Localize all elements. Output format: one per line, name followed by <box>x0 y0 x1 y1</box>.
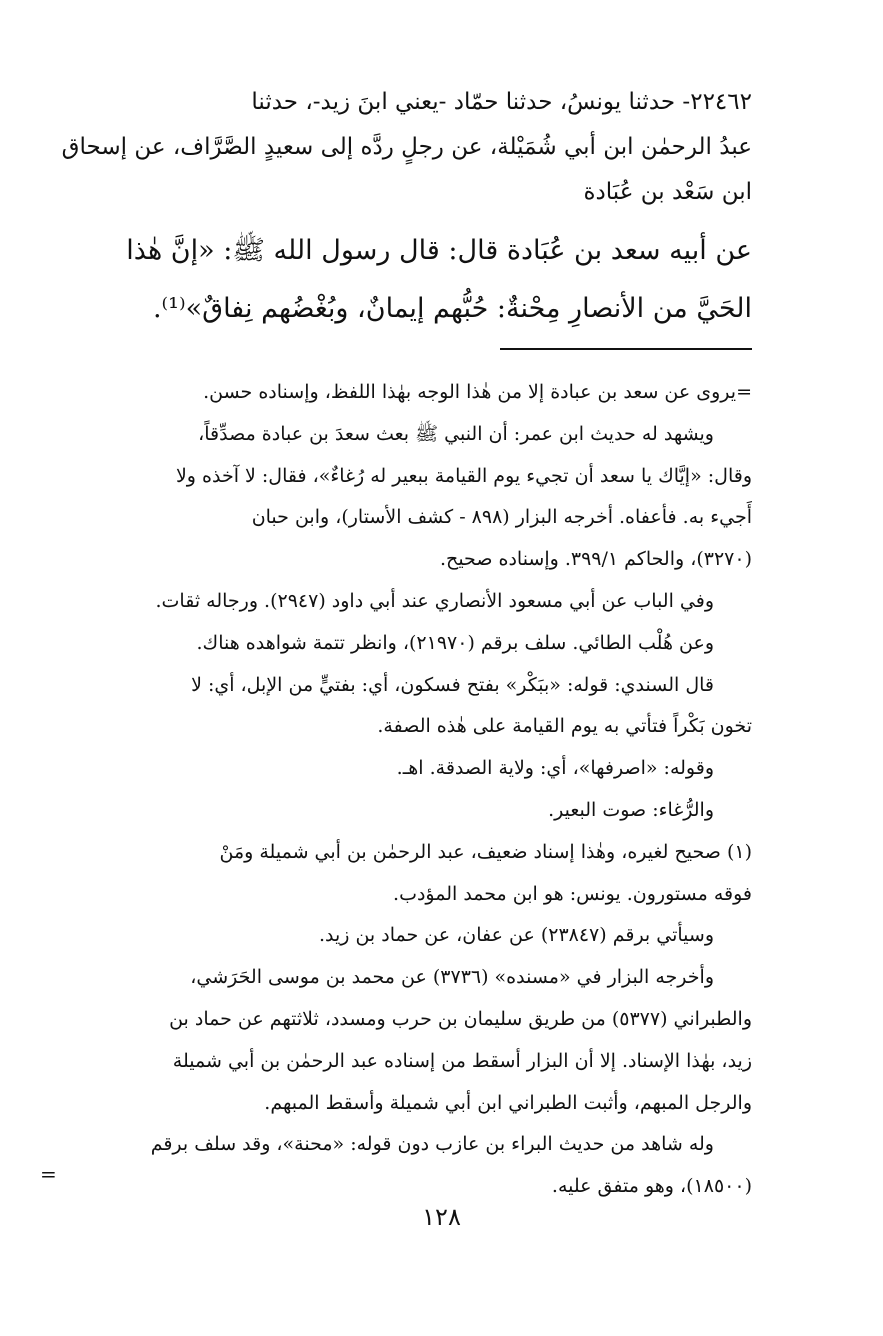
hadith-matn <box>52 222 752 338</box>
footnote-line: أَجيء به. فأعفاه. أخرجه البزار (٨٩٨ - كشف الأستار)، وابن حبان <box>251 506 752 529</box>
matn-line: عن أبيه سعد بن عُبَادة قال: قال رسول الله ﷺ: «إنَّ هٰذا <box>126 235 752 266</box>
footnote-line: قال السندي: قوله: «ببَكْر» بفتح فسكون، أي: بفتيٍّ من الإبل، أي: لا <box>191 673 714 696</box>
footnote-line: وأخرجه البزار في «مسنده» (٣٧٣٦) عن محمد بن موسى الحَرَشي، <box>190 966 714 989</box>
footnote-line: وسيأتي برقم (٢٣٨٤٧) عن عفان، عن حماد بن زيد. <box>318 924 714 947</box>
footnote-line: والطبراني (٥٣٧٧) من طريق سليمان بن حرب ومسدد، ثلاثتهم عن حماد بن <box>169 1007 752 1030</box>
footnote-line: وقال: «إيَّاك يا سعد أن تجيء يوم القيامة ببعير له رُغاءٌ»، فقال: لا آخذه ولا <box>175 464 752 487</box>
footnote-line: ويشهد له حديث ابن عمر: أن النبي ﷺ بعث سعدَ بن عبادة مصدِّقاً، <box>198 422 714 445</box>
footnote-line: (١) صحيح لغيره، وهٰذا إسناد ضعيف، عبد الرحمٰن بن أبي شميلة ومَنْ <box>219 840 752 863</box>
footnote-line: تخون بَكْراً فتأتي به يوم القيامة على هٰذه الصفة. <box>377 715 752 738</box>
footnote-line: وقوله: «اصرفها»، أي: ولاية الصدقة. اهـ. <box>396 757 714 780</box>
footnotes <box>52 372 752 1208</box>
footnote-line: والرُّغاء: صوت البعير. <box>548 798 714 821</box>
footnote-line: =يروى عن سعد بن عبادة إلا من هٰذا الوجه بهٰذا اللفظ، وإسناده حسن. <box>203 381 752 403</box>
footnote-line: (٣٢٧٠)، والحاكم ٣٩٩/١. وإسناده صحيح. <box>440 548 752 571</box>
hadith-isnad <box>52 80 752 215</box>
isnad-line: ابن سَعْد بن عُبَادة <box>583 179 752 205</box>
footnote-line: وله شاهد من حديث البراء بن عازب دون قوله: «محنة»، وقد سلف برقم <box>150 1133 714 1156</box>
matn-line: الحَيَّ من الأنصارِ مِحْنةٌ: حُبُّهم إيمانٌ، وبُغْضُهم نِفاقٌ»⁽¹⁾. <box>152 293 752 324</box>
footnote-line: وفي الباب عن أبي مسعود الأنصاري عند أبي داود (٢٩٤٧). ورجاله ثقات. <box>155 589 714 612</box>
footnote-line: والرجل المبهم، وأثبت الطبراني ابن أبي شميلة وأسقط المبهم. <box>264 1091 752 1114</box>
footnote-separator <box>500 348 752 350</box>
footnote-line: زيد، بهٰذا الإسناد. إلا أن البزار أسقط من إسناده عبد الرحمٰن بن أبي شميلة <box>172 1049 752 1072</box>
isnad-line: ٢٢٤٦٢- حدثنا يونسُ، حدثنا حمّاد -يعني ابنَ زيد-، حدثنا <box>251 89 752 115</box>
continuation-mark: = <box>40 1162 57 1186</box>
isnad-line: عبدُ الرحمٰن ابن أبي شُمَيْلة، عن رجلٍ ردَّه إلى سعيدٍ الصَّرَّاف، عن إسحاق <box>61 134 752 160</box>
footnote-line: (١٨٥٠٠)، وهو متفق عليه. <box>551 1175 752 1198</box>
page-number: ١٢٨ <box>422 1203 461 1231</box>
footnote-line: فوقه مستورون. يونس: هو ابن محمد المؤدب. <box>393 882 752 905</box>
footnote-line: وعن هُلْب الطائي. سلف برقم (٢١٩٧٠)، وانظر تتمة شواهده هناك. <box>196 631 714 654</box>
